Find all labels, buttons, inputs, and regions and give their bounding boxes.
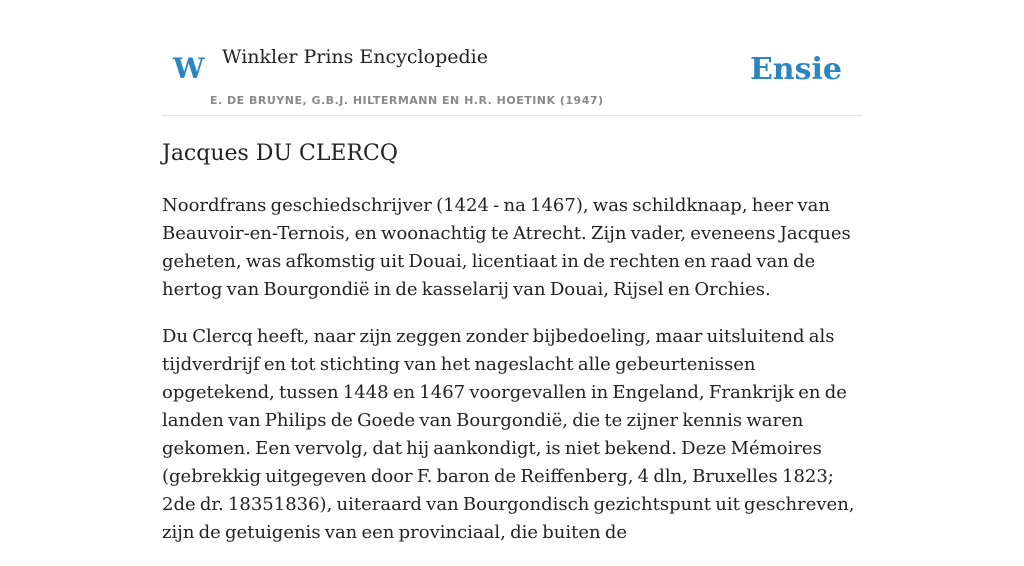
publication-authors: E. DE BRUYNE, G.B.J. HILTERMANN EN H.R. HOETINK (1947) xyxy=(210,94,604,107)
article-body xyxy=(162,192,862,566)
article-paragraph: Du Clercq heeft, naar zijn zeggen zonder bijbedoeling, maar uitsluitend als tijdverdrijf en tot stichting van het nageslacht alle gebeurtenissen opgetekend, tussen 1448 en 1467 voorgevallen in Engeland, Frankrijk en de landen van Philips de Goede van Bourgondië, die te zijner kennis waren gekomen. Een vervolg, dat hij aankondigt, is niet bekend. Deze Mémoires (gebrekkig uitgegeven door F. baron de Reiffenberg, 4 dln, Bruxelles 1823; 2de dr. 18351836), uiteraard van Bourgondisch gezichtspunt uit geschreven, zijn de getuigenis van een provinciaal, die buiten de xyxy=(162,326,855,543)
winkler-prins-logo[interactable]: W xyxy=(173,52,205,85)
article-paragraph: Noordfrans geschiedschrijver (1424 - na 1467), was schildknaap, heer van Beauvoir-en-Ternois, en woonachtig te Atrecht. Zijn vader, eveneens Jacques geheten, was afkomstig uit Douai, licentiaat in de rechten en raad van de hertog van Bourgondië in de kasselarij van Douai, Rijsel en Orchies. xyxy=(162,195,851,300)
publication-title[interactable]: Winkler Prins Encyclopedie xyxy=(222,46,488,68)
page-container xyxy=(162,0,862,543)
site-header xyxy=(162,0,862,116)
article-title: Jacques DU CLERCQ xyxy=(162,141,398,166)
ensie-logo[interactable]: Ensie xyxy=(749,52,842,87)
